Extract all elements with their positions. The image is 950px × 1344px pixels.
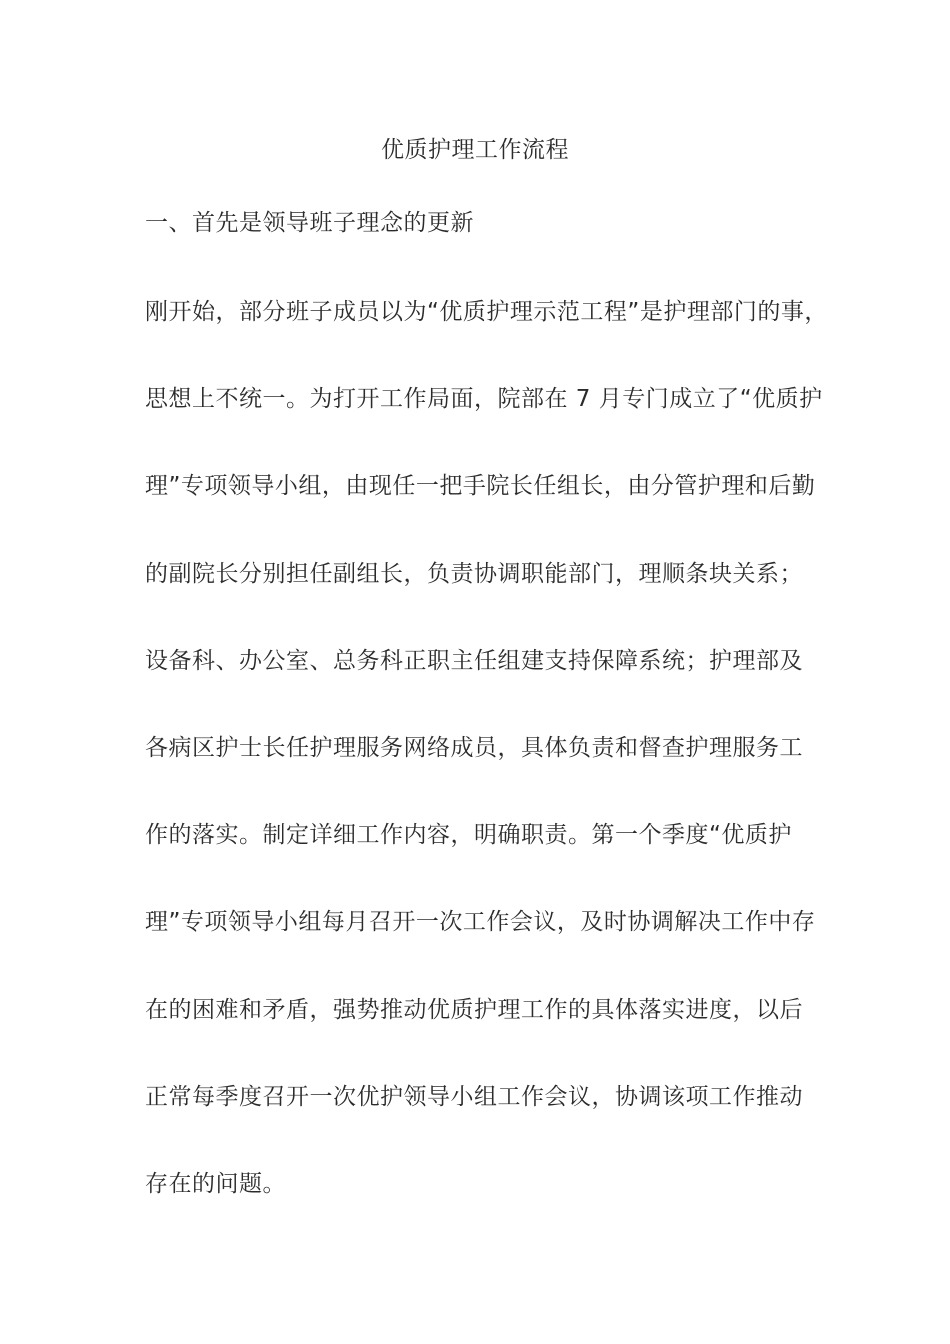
paragraph-line: 刚开始，部分班子成员以为“优质护理示范工程”是护理部门的事，	[145, 299, 828, 325]
document-title: 优质护理工作流程	[381, 137, 569, 163]
section-heading: 一、首先是领导班子理念的更新	[145, 210, 474, 236]
paragraph-line: 在的困难和矛盾，强势推动优质护理工作的具体落实进度，以后	[145, 996, 803, 1023]
paragraph-line: 正常每季度召开一次优护领导小组工作会议，协调该项工作推动	[145, 1083, 803, 1110]
paragraph-line: 理”专项领导小组每月召开一次工作会议，及时协调解决工作中存	[145, 909, 816, 936]
paragraph-line: 理”专项领导小组，由现任一把手院长任组长，由分管护理和后勤	[145, 473, 816, 500]
paragraph-line: 作的落实。制定详细工作内容，明确职责。第一个季度“优质护	[145, 822, 792, 849]
paragraph-line: 的副院长分别担任副组长，负责协调职能部门，理顺条块关系；	[145, 560, 803, 587]
paragraph-line: 各病区护士长任护理服务网络成员，具体负责和督查护理服务工	[145, 734, 803, 761]
paragraph-line: 存在的问题。	[145, 1170, 286, 1197]
paragraph-line: 思想上不统一。为打开工作局面，院部在 7 月专门成立了“优质护	[145, 386, 823, 413]
paragraph-line: 设备科、办公室、总务科正职主任组建支持保障系统；护理部及	[145, 647, 803, 674]
paragraph	[145, 295, 828, 1254]
